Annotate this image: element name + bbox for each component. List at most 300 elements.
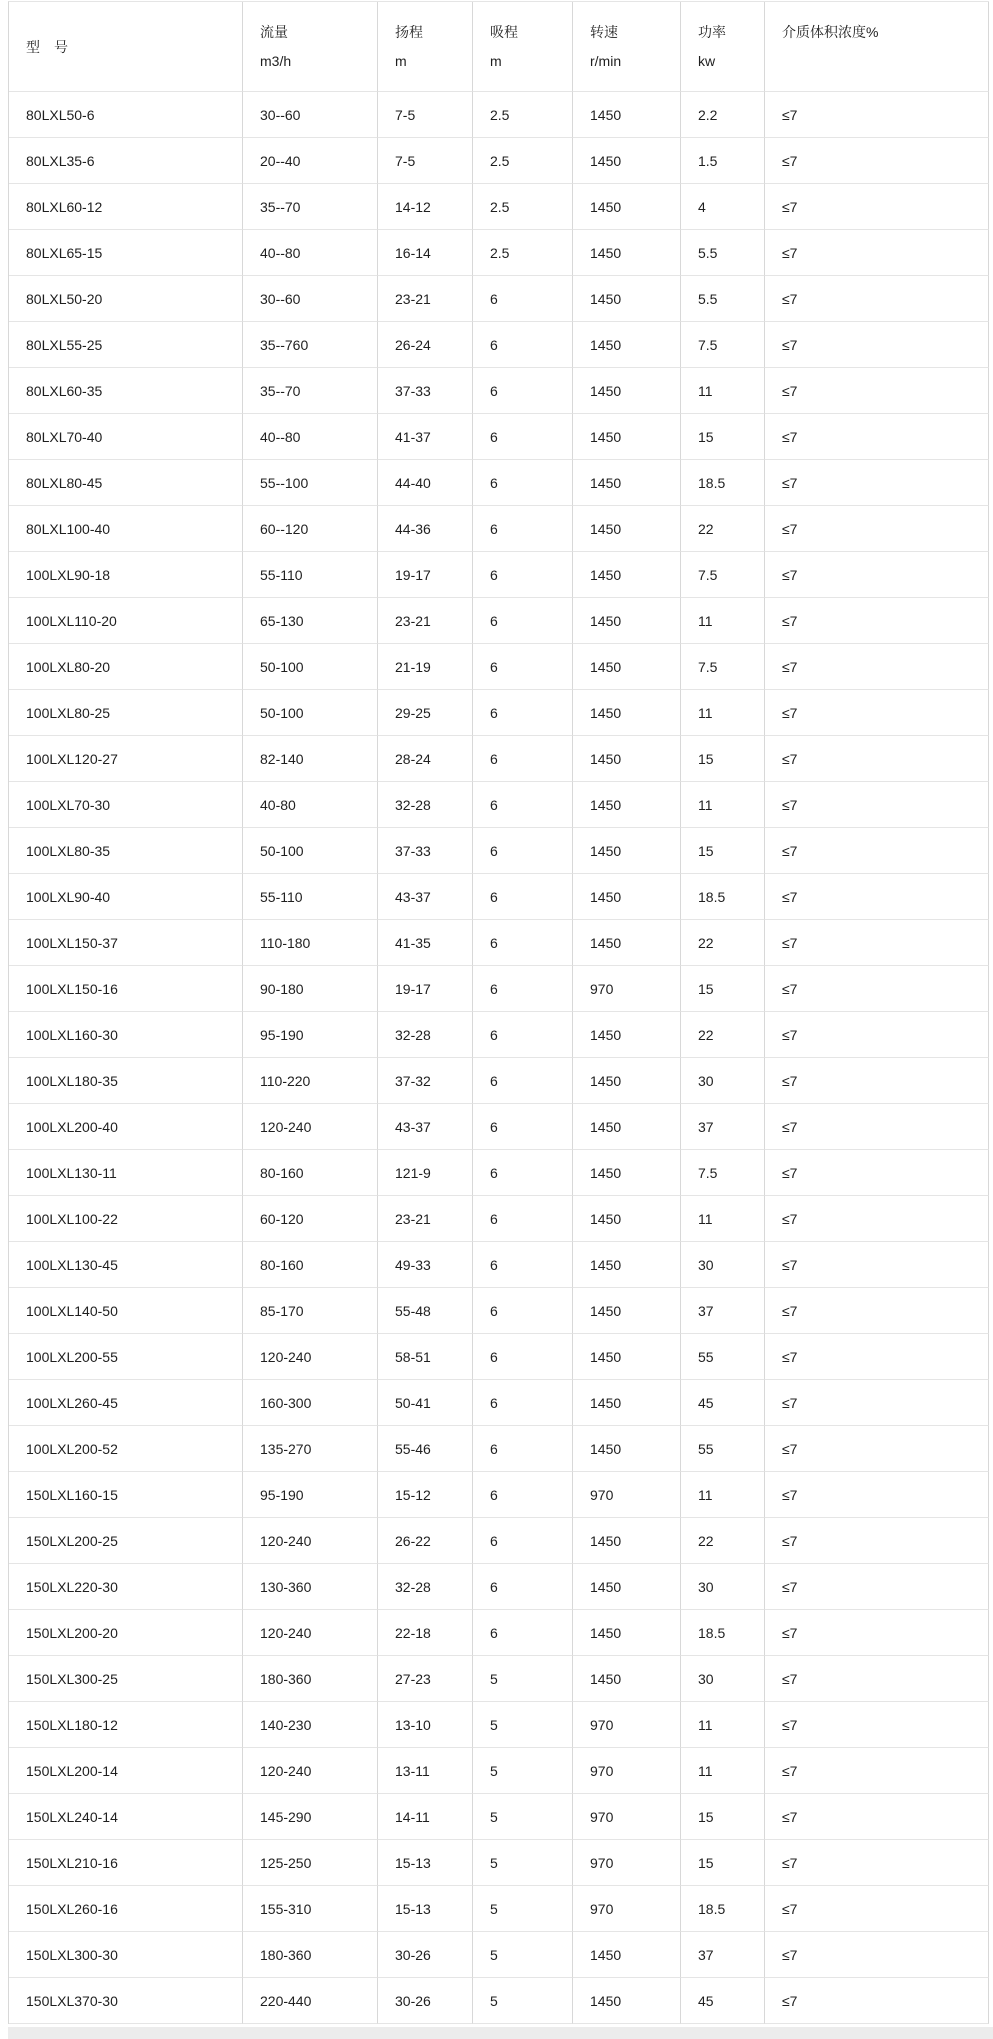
table-row (9, 1932, 989, 1978)
table-cell: 80LXL70-40 (9, 414, 243, 460)
table-cell: 1450 (573, 322, 681, 368)
table-cell: 6 (473, 1334, 573, 1380)
table-cell: 15-12 (378, 1472, 473, 1518)
table-row (9, 782, 989, 828)
table-cell: ≤7 (765, 966, 989, 1012)
pump-spec-table-container (8, 1, 988, 2024)
table-cell: 7.5 (681, 322, 765, 368)
table-cell: 82-140 (243, 736, 378, 782)
table-cell: ≤7 (765, 1932, 989, 1978)
table-cell: 7-5 (378, 138, 473, 184)
table-cell: 2.5 (473, 184, 573, 230)
table-cell: 6 (473, 782, 573, 828)
table-row (9, 322, 989, 368)
table-cell: ≤7 (765, 552, 989, 598)
table-cell: 145-290 (243, 1794, 378, 1840)
table-row (9, 644, 989, 690)
table-cell: 1450 (573, 92, 681, 138)
table-cell: 110-180 (243, 920, 378, 966)
table-cell: 970 (573, 1702, 681, 1748)
table-cell: ≤7 (765, 368, 989, 414)
table-cell: 130-360 (243, 1564, 378, 1610)
table-cell: 6 (473, 276, 573, 322)
table-cell: 32-28 (378, 1564, 473, 1610)
table-cell: 11 (681, 1702, 765, 1748)
table-cell: 6 (473, 1426, 573, 1472)
table-cell: 6 (473, 828, 573, 874)
table-cell: 35--760 (243, 322, 378, 368)
table-cell: 6 (473, 1472, 573, 1518)
table-cell: 1450 (573, 736, 681, 782)
table-cell: ≤7 (765, 1104, 989, 1150)
table-cell: 37-32 (378, 1058, 473, 1104)
table-cell: 11 (681, 690, 765, 736)
table-cell: ≤7 (765, 184, 989, 230)
table-row (9, 506, 989, 552)
table-cell: 60--120 (243, 506, 378, 552)
table-cell: 5 (473, 1748, 573, 1794)
table-cell: 1450 (573, 782, 681, 828)
table-cell: 21-19 (378, 644, 473, 690)
table-cell: 6 (473, 460, 573, 506)
table-cell: ≤7 (765, 92, 989, 138)
table-cell: 2.5 (473, 138, 573, 184)
table-cell: 20--40 (243, 138, 378, 184)
table-row (9, 1978, 989, 2024)
table-cell: ≤7 (765, 874, 989, 920)
table-cell: 40--80 (243, 414, 378, 460)
table-cell: ≤7 (765, 138, 989, 184)
table-row (9, 1794, 989, 1840)
table-cell: 14-11 (378, 1794, 473, 1840)
table-cell: 6 (473, 1564, 573, 1610)
table-cell: 40-80 (243, 782, 378, 828)
table-cell: 100LXL70-30 (9, 782, 243, 828)
table-cell: 44-40 (378, 460, 473, 506)
table-cell: 220-440 (243, 1978, 378, 2024)
table-cell: 6 (473, 552, 573, 598)
table-row (9, 874, 989, 920)
table-cell: 95-190 (243, 1012, 378, 1058)
table-cell: 150LXL240-14 (9, 1794, 243, 1840)
table-cell: 180-360 (243, 1932, 378, 1978)
table-cell: 1450 (573, 690, 681, 736)
table-cell: 5 (473, 1702, 573, 1748)
table-cell: 14-12 (378, 184, 473, 230)
table-cell: ≤7 (765, 1150, 989, 1196)
table-header (9, 2, 989, 92)
table-cell: 1450 (573, 1104, 681, 1150)
bottom-strip (8, 2027, 993, 2039)
table-cell: 6 (473, 322, 573, 368)
table-cell: 5 (473, 1886, 573, 1932)
table-cell: ≤7 (765, 1748, 989, 1794)
table-cell: 1450 (573, 1656, 681, 1702)
table-cell: 22-18 (378, 1610, 473, 1656)
table-cell: 1450 (573, 828, 681, 874)
table-cell: 30--60 (243, 276, 378, 322)
table-cell: ≤7 (765, 1380, 989, 1426)
table-cell: 100LXL100-22 (9, 1196, 243, 1242)
table-row (9, 92, 989, 138)
column-unit: m (395, 53, 407, 69)
table-cell: 1450 (573, 1288, 681, 1334)
table-cell: 80LXL50-6 (9, 92, 243, 138)
table-cell: 29-25 (378, 690, 473, 736)
table-cell: 1450 (573, 184, 681, 230)
table-cell: 5 (473, 1932, 573, 1978)
table-cell: 1450 (573, 1058, 681, 1104)
table-cell: 11 (681, 782, 765, 828)
table-cell: 100LXL160-30 (9, 1012, 243, 1058)
table-cell: 1450 (573, 1564, 681, 1610)
table-cell: 80LXL100-40 (9, 506, 243, 552)
table-cell: 22 (681, 920, 765, 966)
table-cell: 28-24 (378, 736, 473, 782)
table-cell: 30-26 (378, 1978, 473, 2024)
table-row (9, 1104, 989, 1150)
table-cell: 1450 (573, 920, 681, 966)
table-cell: 30 (681, 1242, 765, 1288)
table-row (9, 1748, 989, 1794)
table-cell: 85-170 (243, 1288, 378, 1334)
table-cell: 180-360 (243, 1656, 378, 1702)
table-cell: 100LXL80-35 (9, 828, 243, 874)
table-cell: 15 (681, 1840, 765, 1886)
table-cell: ≤7 (765, 460, 989, 506)
table-cell: 1450 (573, 1334, 681, 1380)
table-cell: ≤7 (765, 598, 989, 644)
table-cell: 7.5 (681, 1150, 765, 1196)
table-row (9, 1150, 989, 1196)
table-row (9, 1380, 989, 1426)
table-cell: ≤7 (765, 1610, 989, 1656)
table-cell: 18.5 (681, 874, 765, 920)
table-cell: 120-240 (243, 1748, 378, 1794)
table-cell: 4 (681, 184, 765, 230)
table-row (9, 1564, 989, 1610)
table-cell: ≤7 (765, 1564, 989, 1610)
table-row (9, 1058, 989, 1104)
column-label: 型 号 (26, 38, 68, 55)
table-cell: 80LXL35-6 (9, 138, 243, 184)
table-cell: 150LXL300-25 (9, 1656, 243, 1702)
table-row (9, 920, 989, 966)
table-cell: 35--70 (243, 184, 378, 230)
table-cell: 121-9 (378, 1150, 473, 1196)
table-cell: 970 (573, 1840, 681, 1886)
table-row (9, 1242, 989, 1288)
column-unit: r/min (590, 53, 622, 69)
table-cell: 55--100 (243, 460, 378, 506)
table-row (9, 1840, 989, 1886)
table-cell: 30 (681, 1656, 765, 1702)
table-cell: 45 (681, 1380, 765, 1426)
table-cell: ≤7 (765, 1288, 989, 1334)
table-row (9, 230, 989, 276)
table-cell: 100LXL260-45 (9, 1380, 243, 1426)
table-cell: ≤7 (765, 1656, 989, 1702)
table-cell: 11 (681, 598, 765, 644)
table-cell: 7.5 (681, 552, 765, 598)
table-row (9, 1610, 989, 1656)
table-cell: 50-41 (378, 1380, 473, 1426)
table-cell: 1450 (573, 138, 681, 184)
table-cell: 15 (681, 736, 765, 782)
table-cell: 22 (681, 506, 765, 552)
table-cell: 18.5 (681, 1610, 765, 1656)
table-body (9, 92, 989, 2024)
table-row (9, 1656, 989, 1702)
column-label: 功率 (698, 24, 726, 40)
table-cell: 16-14 (378, 230, 473, 276)
table-cell: 37 (681, 1288, 765, 1334)
table-cell: 55 (681, 1334, 765, 1380)
table-cell: 5.5 (681, 230, 765, 276)
table-cell: 1450 (573, 1380, 681, 1426)
header-cell-suction (473, 2, 573, 92)
table-cell: ≤7 (765, 1058, 989, 1104)
table-row (9, 690, 989, 736)
table-cell: 22 (681, 1518, 765, 1564)
table-cell: 37 (681, 1104, 765, 1150)
table-cell: 1450 (573, 552, 681, 598)
table-cell: 60-120 (243, 1196, 378, 1242)
table-cell: ≤7 (765, 1978, 989, 2024)
table-cell: 40--80 (243, 230, 378, 276)
table-cell: 15 (681, 414, 765, 460)
table-cell: 5 (473, 1656, 573, 1702)
table-cell: 58-51 (378, 1334, 473, 1380)
table-cell: 49-33 (378, 1242, 473, 1288)
table-cell: ≤7 (765, 1794, 989, 1840)
table-cell: 32-28 (378, 1012, 473, 1058)
table-cell: 6 (473, 1150, 573, 1196)
table-cell: 26-24 (378, 322, 473, 368)
table-row (9, 414, 989, 460)
table-cell: 6 (473, 644, 573, 690)
table-cell: 44-36 (378, 506, 473, 552)
table-cell: 65-130 (243, 598, 378, 644)
table-row (9, 368, 989, 414)
table-cell: 150LXL260-16 (9, 1886, 243, 1932)
table-cell: 6 (473, 1288, 573, 1334)
table-cell: 43-37 (378, 874, 473, 920)
table-cell: 7-5 (378, 92, 473, 138)
header-cell-speed (573, 2, 681, 92)
table-cell: 55-110 (243, 552, 378, 598)
table-cell: 35--70 (243, 368, 378, 414)
table-cell: 140-230 (243, 1702, 378, 1748)
table-cell: 1450 (573, 1012, 681, 1058)
table-cell: 6 (473, 966, 573, 1012)
table-cell: 37-33 (378, 828, 473, 874)
table-cell: 1450 (573, 874, 681, 920)
table-cell: 100LXL150-37 (9, 920, 243, 966)
table-cell: 6 (473, 1196, 573, 1242)
table-row (9, 1472, 989, 1518)
table-cell: 6 (473, 1012, 573, 1058)
table-cell: 6 (473, 1518, 573, 1564)
table-cell: ≤7 (765, 828, 989, 874)
table-cell: 150LXL200-14 (9, 1748, 243, 1794)
table-cell: 2.5 (473, 92, 573, 138)
header-cell-head (378, 2, 473, 92)
table-cell: 15 (681, 828, 765, 874)
table-cell: 6 (473, 690, 573, 736)
table-cell: 11 (681, 1196, 765, 1242)
table-cell: 23-21 (378, 1196, 473, 1242)
table-cell: 5 (473, 1794, 573, 1840)
table-cell: 100LXL90-18 (9, 552, 243, 598)
table-cell: 1450 (573, 1196, 681, 1242)
header-row (9, 2, 989, 92)
table-cell: 160-300 (243, 1380, 378, 1426)
table-cell: 100LXL80-25 (9, 690, 243, 736)
table-cell: 100LXL110-20 (9, 598, 243, 644)
column-unit: m3/h (260, 53, 292, 69)
table-cell: 5 (473, 1978, 573, 2024)
table-cell: 100LXL80-20 (9, 644, 243, 690)
table-cell: 1450 (573, 460, 681, 506)
table-cell: ≤7 (765, 1196, 989, 1242)
table-cell: 6 (473, 598, 573, 644)
column-label: 吸程 (490, 24, 518, 40)
table-cell: ≤7 (765, 1518, 989, 1564)
table-cell: 43-37 (378, 1104, 473, 1150)
table-cell: 970 (573, 1886, 681, 1932)
table-cell: ≤7 (765, 276, 989, 322)
table-cell: 1450 (573, 506, 681, 552)
table-cell: 23-21 (378, 276, 473, 322)
table-cell: 80LXL60-35 (9, 368, 243, 414)
table-cell: 1450 (573, 1518, 681, 1564)
table-cell: 1450 (573, 1978, 681, 2024)
table-cell: ≤7 (765, 644, 989, 690)
table-cell: 41-35 (378, 920, 473, 966)
table-cell: 7.5 (681, 644, 765, 690)
table-cell: ≤7 (765, 1426, 989, 1472)
table-cell: 150LXL180-12 (9, 1702, 243, 1748)
table-cell: 1450 (573, 598, 681, 644)
table-cell: 1450 (573, 644, 681, 690)
table-cell: 50-100 (243, 644, 378, 690)
column-label: 转速 (590, 24, 618, 40)
table-cell: 18.5 (681, 1886, 765, 1932)
table-cell: ≤7 (765, 322, 989, 368)
table-cell: 100LXL140-50 (9, 1288, 243, 1334)
table-cell: 22 (681, 1012, 765, 1058)
column-unit: m (490, 53, 502, 69)
table-cell: 50-100 (243, 828, 378, 874)
table-cell: 5.5 (681, 276, 765, 322)
table-row (9, 1012, 989, 1058)
table-cell: 6 (473, 1380, 573, 1426)
table-cell: 15 (681, 966, 765, 1012)
table-cell: 55 (681, 1426, 765, 1472)
table-cell: 120-240 (243, 1518, 378, 1564)
table-cell: 100LXL180-35 (9, 1058, 243, 1104)
table-cell: 18.5 (681, 460, 765, 506)
table-cell: 6 (473, 368, 573, 414)
table-cell: 100LXL200-52 (9, 1426, 243, 1472)
table-cell: ≤7 (765, 690, 989, 736)
table-cell: 150LXL160-15 (9, 1472, 243, 1518)
table-cell: 80LXL55-25 (9, 322, 243, 368)
table-cell: ≤7 (765, 414, 989, 460)
table-cell: 110-220 (243, 1058, 378, 1104)
table-cell: 155-310 (243, 1886, 378, 1932)
table-cell: 90-180 (243, 966, 378, 1012)
table-cell: 970 (573, 1794, 681, 1840)
table-row (9, 552, 989, 598)
table-cell: 100LXL200-55 (9, 1334, 243, 1380)
table-cell: 150LXL370-30 (9, 1978, 243, 2024)
table-cell: 1.5 (681, 138, 765, 184)
table-cell: 80-160 (243, 1242, 378, 1288)
table-cell: 6 (473, 1242, 573, 1288)
table-cell: 11 (681, 1472, 765, 1518)
table-cell: 30 (681, 1058, 765, 1104)
table-cell: ≤7 (765, 1840, 989, 1886)
table-cell: 1450 (573, 1242, 681, 1288)
table-cell: 30--60 (243, 92, 378, 138)
table-cell: 80LXL65-15 (9, 230, 243, 276)
table-cell: 55-48 (378, 1288, 473, 1334)
table-row (9, 138, 989, 184)
table-cell: 32-28 (378, 782, 473, 828)
table-cell: ≤7 (765, 782, 989, 828)
table-cell: 15 (681, 1794, 765, 1840)
table-cell: 37-33 (378, 368, 473, 414)
table-cell: ≤7 (765, 230, 989, 276)
table-cell: 100LXL90-40 (9, 874, 243, 920)
column-label: 扬程 (395, 24, 423, 40)
column-unit: kw (698, 53, 716, 69)
table-cell: 1450 (573, 368, 681, 414)
table-cell: 6 (473, 1058, 573, 1104)
table-cell: 6 (473, 1104, 573, 1150)
table-cell: 150LXL200-25 (9, 1518, 243, 1564)
pump-spec-table (8, 1, 989, 2024)
table-cell: 13-11 (378, 1748, 473, 1794)
table-cell: 100LXL130-45 (9, 1242, 243, 1288)
table-cell: 6 (473, 506, 573, 552)
table-cell: ≤7 (765, 1334, 989, 1380)
table-cell: 125-250 (243, 1840, 378, 1886)
table-cell: 80-160 (243, 1150, 378, 1196)
table-cell: 1450 (573, 276, 681, 322)
table-cell: 19-17 (378, 552, 473, 598)
table-cell: 970 (573, 1472, 681, 1518)
table-row (9, 736, 989, 782)
table-cell: 15-13 (378, 1840, 473, 1886)
table-cell: 100LXL130-11 (9, 1150, 243, 1196)
table-cell: 120-240 (243, 1334, 378, 1380)
table-cell: ≤7 (765, 920, 989, 966)
table-cell: 95-190 (243, 1472, 378, 1518)
table-cell: 6 (473, 920, 573, 966)
table-cell: 6 (473, 1610, 573, 1656)
table-cell: 15-13 (378, 1886, 473, 1932)
table-cell: 150LXL200-20 (9, 1610, 243, 1656)
table-cell: 100LXL200-40 (9, 1104, 243, 1150)
table-cell: ≤7 (765, 1702, 989, 1748)
table-cell: 6 (473, 874, 573, 920)
column-label: 流量 (260, 24, 288, 40)
table-cell: ≤7 (765, 1012, 989, 1058)
table-row (9, 1518, 989, 1564)
